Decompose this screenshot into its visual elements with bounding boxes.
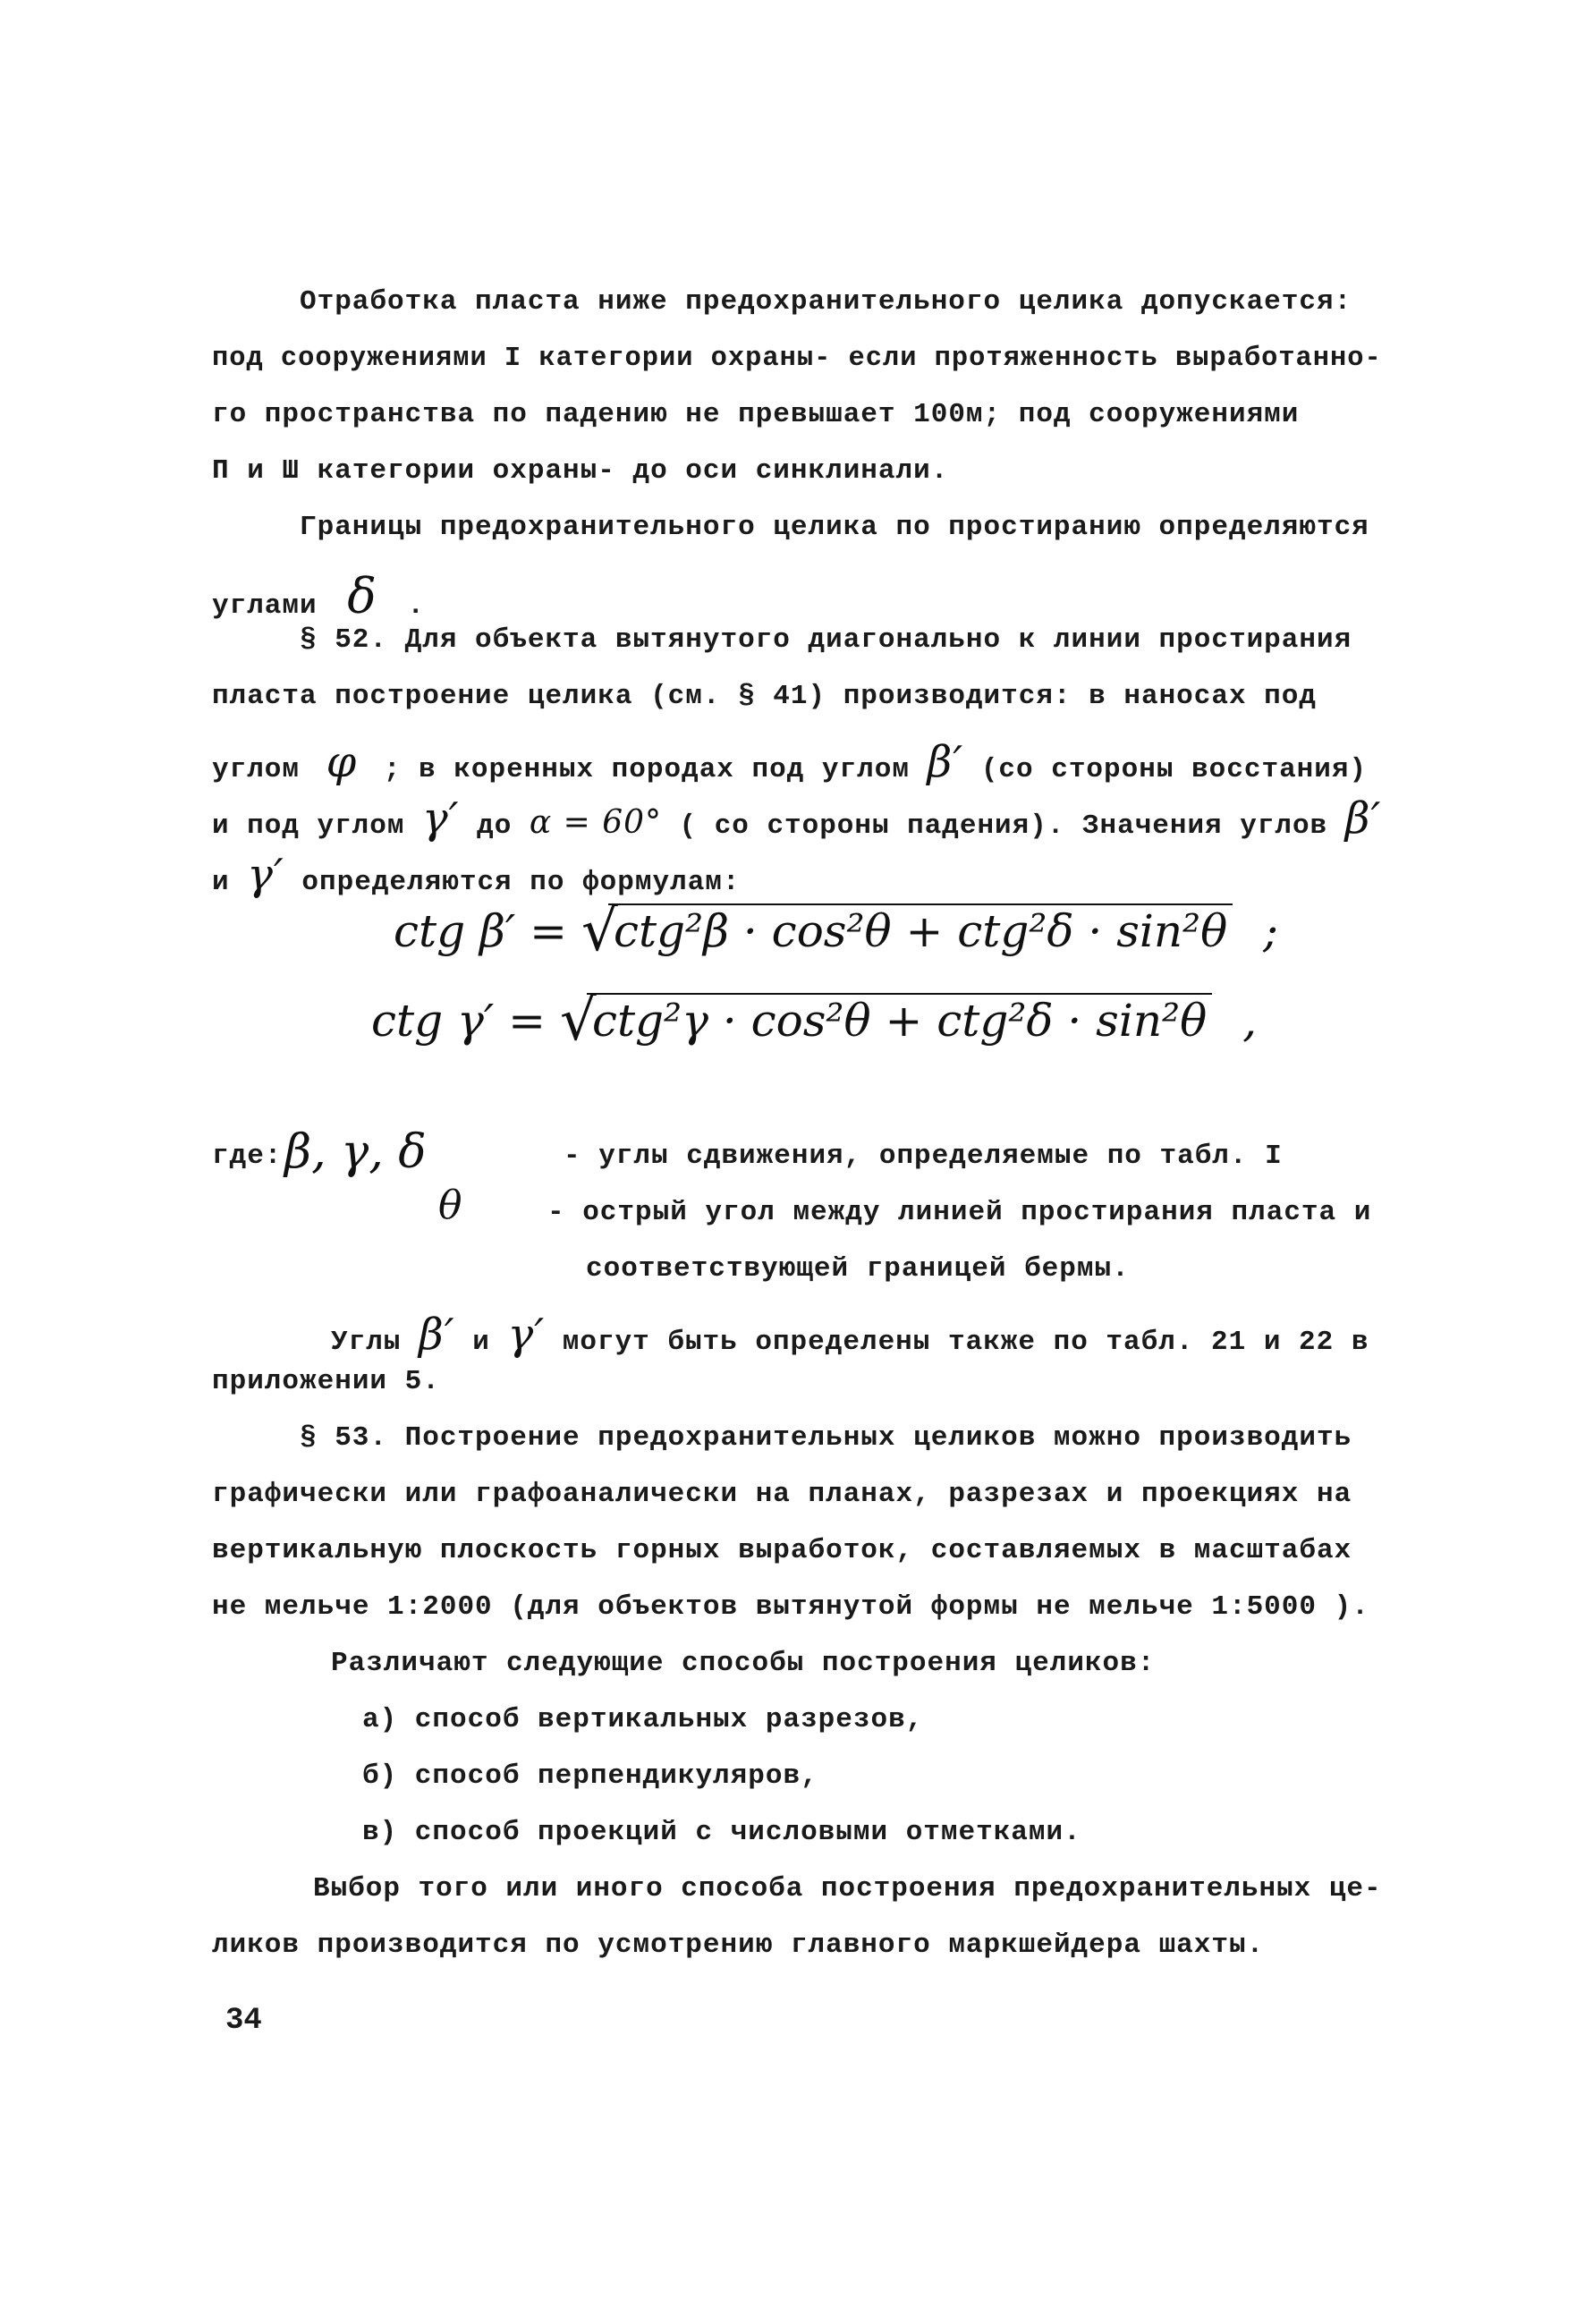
formula1-lhs: ctg β′ = — [394, 905, 568, 957]
formula2-lhs: ctg γ′ = — [371, 995, 547, 1047]
p3-l3-text-b: ; в коренных породах под углом — [383, 754, 910, 785]
p5-line4: не мельче 1:2000 (для объектов вытянутой формы не мельче 1:5000 ). — [212, 1591, 1369, 1623]
p3-l4-text-a: и под углом — [212, 810, 405, 842]
p3-line4 — [212, 793, 1381, 844]
p3-l3-text-a: углом — [212, 754, 301, 785]
p1-line2: под сооружениями I категории охраны- если протяженность выработанно- — [212, 343, 1382, 374]
where-desc2: - острый угол между линией простирания пласта и — [547, 1197, 1372, 1228]
p3-line3 — [212, 737, 1367, 787]
p3-l5-text-a: и — [212, 867, 230, 898]
p2-text-a: углами — [212, 590, 318, 622]
beta-prime-symbol: β′ — [419, 1310, 455, 1360]
gamma-prime-symbol: γ′ — [507, 1310, 546, 1360]
p2-line2 — [212, 568, 425, 624]
where-symbols: β, γ, δ — [284, 1125, 427, 1179]
p2-text-b: . — [407, 590, 425, 622]
p3-line1: § 52. Для объекта вытянутого диагонально к линии простирания — [300, 624, 1352, 656]
p1-line4: П и Ш категории охраны- до оси синклинали. — [212, 455, 949, 487]
p7-line1: Выбор того или иного способа построения предохранительных це- — [313, 1873, 1382, 1904]
p5-line3: вертикальную плоскость горных выработок, составляемых в масштабах — [212, 1535, 1352, 1566]
formula2-end: , — [1242, 995, 1257, 1047]
p5-line1: § 53. Построение предохранительных целиков можно производить — [300, 1422, 1352, 1454]
p2-line1: Границы предохранительного целика по простиранию определяются — [300, 512, 1369, 543]
p3-l5-text-b: определяются по формулам: — [301, 867, 741, 898]
p4-text-c: могут быть определены также по табл. 21 и 22 в — [562, 1327, 1369, 1358]
formula1-radicand: ctg²β · cos²θ + ctg²δ · sin²θ — [608, 903, 1233, 957]
gamma-prime-symbol: γ′ — [422, 793, 460, 844]
p4-line2: приложении 5. — [212, 1366, 440, 1397]
delta-symbol: δ — [347, 568, 377, 624]
alpha-equals-60: α = 60° — [529, 804, 662, 841]
p1-line3: го пространства по падению не превышает 100м; под сооружениями — [212, 399, 1300, 430]
p4-text-b: и — [472, 1327, 490, 1358]
formula-ctg-beta — [394, 898, 1278, 964]
gamma-prime-symbol: γ′ — [247, 850, 284, 900]
page-number: 34 — [225, 2004, 262, 2038]
p3-line2: пласта построение целика (см. § 41) производится: в наносах под — [212, 681, 1317, 712]
list-item-c: в) способ проекций с числовыми отметками. — [362, 1817, 1081, 1848]
where-desc3: соответствующей границей бермы. — [586, 1253, 1130, 1285]
p5-line2: графически или графоаналически на планах, разрезах и проекциях на — [212, 1479, 1352, 1510]
formula2-radicand: ctg²γ · cos²θ + ctg²δ · sin²θ — [587, 993, 1212, 1047]
p7-line2: ликов производится по усмотрению главного маркшейдера шахты. — [212, 1930, 1265, 1961]
p3-l4-text-b: до — [477, 810, 513, 842]
p4-line1 — [331, 1310, 1369, 1360]
beta-prime-symbol: β′ — [927, 737, 964, 787]
sqrt-sign: √ — [581, 898, 618, 964]
p3-l3-text-c: (со стороны восстания) — [980, 754, 1368, 785]
p1-line1: Отработка пласта ниже предохранительного целика допускается: — [300, 286, 1352, 318]
p3-line5 — [212, 850, 741, 900]
p3-l4-text-c: ( со стороны падения). Значения углов — [679, 810, 1328, 842]
beta-prime-symbol: β′ — [1344, 793, 1382, 844]
sqrt-sign: √ — [559, 988, 597, 1054]
formula-ctg-gamma — [371, 988, 1257, 1054]
formula1-end: ; — [1263, 905, 1278, 957]
list-item-b: б) способ перпендикуляров, — [362, 1760, 818, 1792]
list-item-a: а) способ вертикальных разрезов, — [362, 1704, 924, 1735]
where-label: где: — [212, 1141, 283, 1172]
where-desc1: - углы сдвижения, определяемые по табл. I — [564, 1141, 1283, 1172]
theta-symbol: θ — [438, 1183, 462, 1228]
phi-symbol: φ — [326, 737, 358, 787]
formula2-sqrt — [559, 988, 1212, 1054]
p6-intro: Различают следующие способы построения целиков: — [331, 1648, 1156, 1679]
formula1-sqrt — [581, 898, 1233, 964]
p4-text-a: Углы — [331, 1327, 402, 1358]
